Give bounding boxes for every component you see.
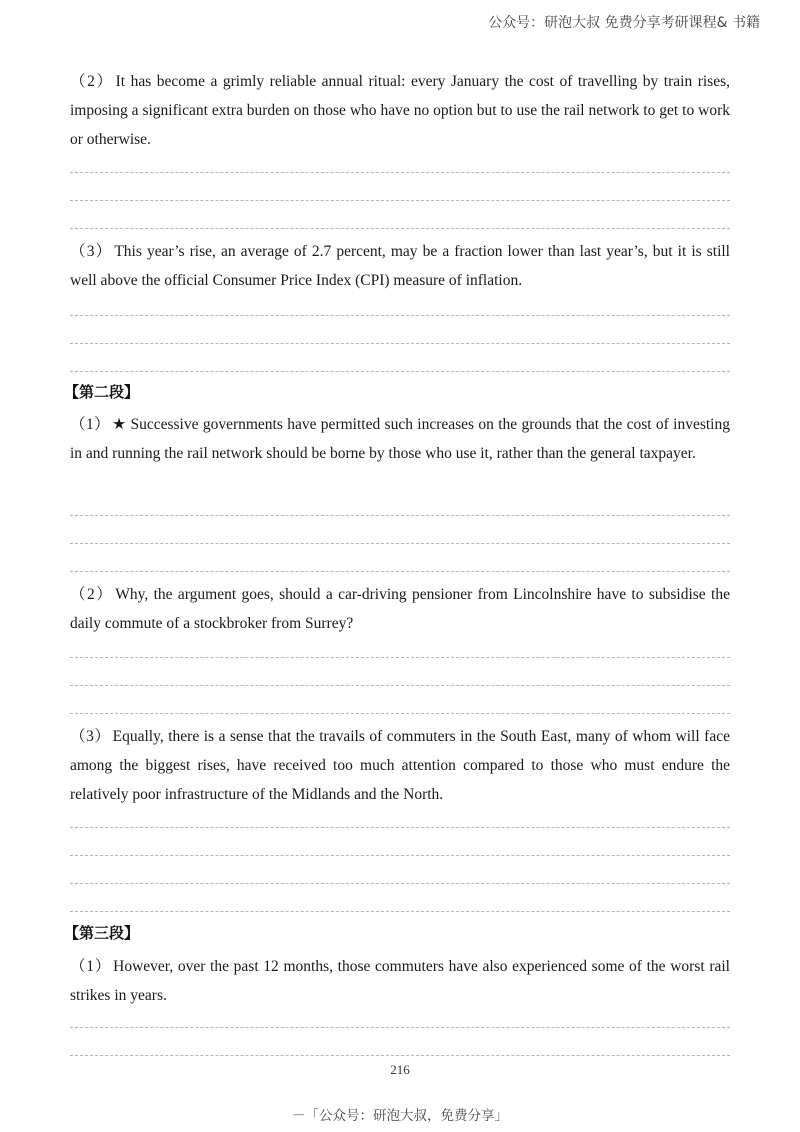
answer-line	[70, 343, 730, 344]
paragraph-number: （2）	[70, 586, 114, 603]
paragraph-1-3	[70, 952, 730, 1010]
answer-line	[70, 911, 730, 912]
paragraph-2-2	[70, 580, 730, 638]
paragraph-2-1	[70, 67, 730, 154]
paragraph-number: （2）	[70, 73, 114, 90]
star-icon: ★	[112, 416, 127, 433]
answer-line	[70, 855, 730, 856]
paragraph-text: However, over the past 12 months, those commuters have also experienced some of the worst rail strikes in years.	[70, 958, 730, 1004]
answer-line	[70, 713, 730, 714]
section-heading-2: 【第二段】	[64, 383, 140, 401]
answer-line	[70, 515, 730, 516]
paragraph-number: （1）	[70, 958, 112, 975]
paragraph-text: It has become a grimly reliable annual ritual: every January the cost of travelling by train rises, imposing a significant extra burden on those who have no option but to use the rail network to get to work or otherwise.	[70, 73, 730, 148]
paragraph-number: （3）	[70, 728, 111, 745]
paragraph-number: （1）	[70, 416, 111, 433]
paragraph-text: Successive governments have permitted such increases on the grounds that the cost of investing in and running the rail network should be borne by those who use it, rather than the general taxpayer.	[70, 416, 730, 462]
answer-line	[70, 543, 730, 544]
page-footer: －「公众号：研泡大叔，免费分享」	[292, 1108, 508, 1124]
answer-line	[70, 1055, 730, 1056]
paragraph-1-2	[70, 410, 730, 468]
answer-line	[70, 228, 730, 229]
answer-line	[70, 371, 730, 372]
answer-line	[70, 883, 730, 884]
answer-line	[70, 315, 730, 316]
page-header: 公众号：研泡大叔 免费分享考研课程& 书籍	[488, 15, 760, 31]
paragraph-3-1	[70, 237, 730, 295]
paragraph-text: Why, the argument goes, should a car-driving pensioner from Lincolnshire have to subsidise the daily commute of a stockbroker from Surrey?	[70, 586, 730, 632]
answer-line	[70, 571, 730, 572]
answer-line	[70, 172, 730, 173]
section-heading-3: 【第三段】	[64, 924, 140, 942]
page-number: 216	[390, 1062, 410, 1077]
paragraph-text: This year’s rise, an average of 2.7 percent, may be a fraction lower than last year’s, but it is still well above the official Consumer Price Index (CPI) measure of inflation.	[70, 243, 730, 289]
paragraph-text: Equally, there is a sense that the travails of commuters in the South East, many of whom will face among the biggest rises, have received too much attention compared to those who must endure the relatively poor infrastructure of the Midlands and the North.	[70, 728, 730, 803]
paragraph-3-2	[70, 722, 730, 809]
answer-line	[70, 657, 730, 658]
answer-line	[70, 1027, 730, 1028]
paragraph-number: （3）	[70, 243, 113, 260]
answer-line	[70, 200, 730, 201]
answer-line	[70, 685, 730, 686]
answer-line	[70, 827, 730, 828]
